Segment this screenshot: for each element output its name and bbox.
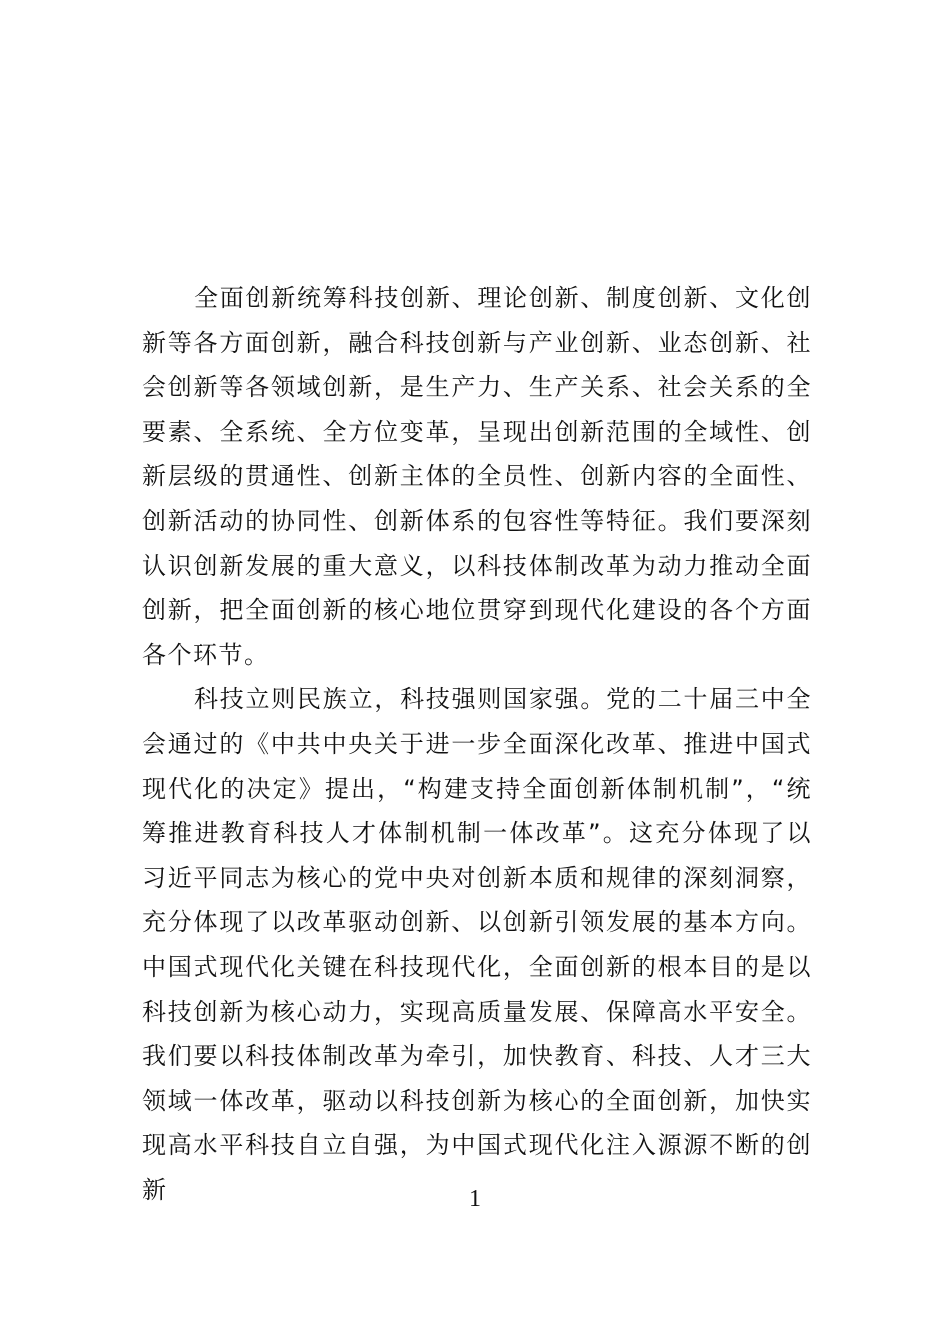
- document-body: [142, 276, 812, 1212]
- paragraph-2: 科技立则民族立，科技强则国家强。党的二十届三中全会通过的《中共中央关于进一步全面深化改革、推进中国式现代化的决定》提出，“构建支持全面创新体制机制”，“统筹推进教育科技人才体制机制一体改革”。这充分体现了以习近平同志为核心的党中央对创新本质和规律的深刻洞察，充分体现了以改革驱动创新、以创新引领发展的基本方向。中国式现代化关键在科技现代化，全面创新的根本目的是以科技创新为核心动力，实现高质量发展、保障高水平安全。我们要以科技体制改革为牵引，加快教育、科技、人才三大领域一体改革，驱动以科技创新为核心的全面创新，加快实现高水平科技自立自强，为中国式现代化注入源源不断的创新: [142, 685, 812, 1204]
- paragraph-1: 全面创新统筹科技创新、理论创新、制度创新、文化创新等各方面创新，融合科技创新与产业创新、业态创新、社会创新等各领域创新，是生产力、生产关系、社会关系的全要素、全系统、全方位变革，呈现出创新范围的全域性、创新层级的贯通性、创新主体的全员性、创新内容的全面性、创新活动的协同性、创新体系的包容性等特征。我们要深刻认识创新发展的重大意义，以科技体制改革为动力推动全面创新，把全面创新的核心地位贯穿到现代化建设的各个方面各个环节。: [142, 284, 812, 669]
- page-number: 1: [469, 1186, 481, 1212]
